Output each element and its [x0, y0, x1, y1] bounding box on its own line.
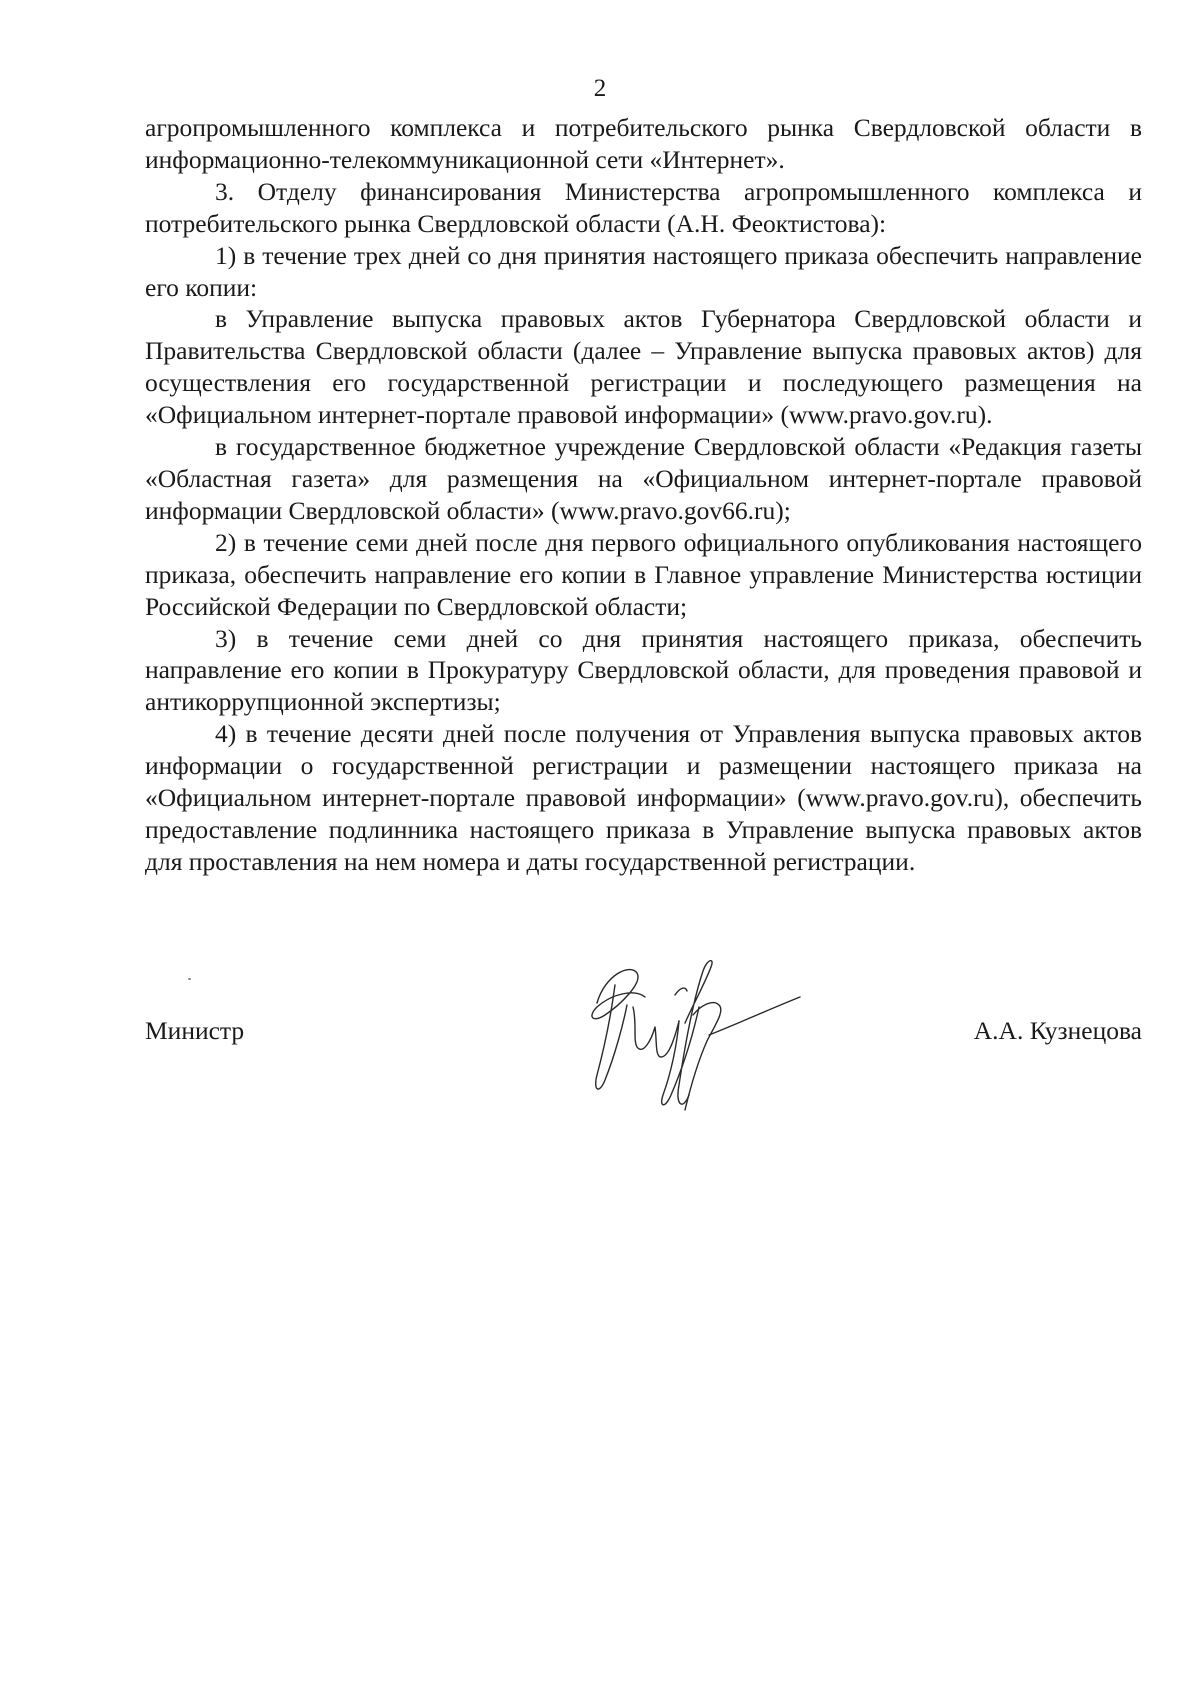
scan-speck: [188, 978, 191, 980]
page-number: 2: [593, 75, 607, 102]
paragraph-continuation: агропромышленного комплекса и потребительского рынка Свердловской области в информационно-телекоммуникационной сети «Интернет».: [145, 113, 1142, 174]
document-body: [145, 112, 1142, 878]
paragraph-item-3: 3. Отделу финансирования Министерства агропромышленного комплекса и потребительского рынка Свердловской области (А.Н. Феоктистова):: [145, 176, 1142, 238]
signature-block: [145, 1015, 1142, 1055]
signatory-name: А.А. Кузнецова: [973, 1016, 1142, 1045]
signatory-title: Министр: [145, 1016, 245, 1045]
paragraph-recipient-2: в государственное бюджетное учреждение Свердловской области «Редакция газеты «Областная газета» для размещения на «Официальном интернет-портале правовой информации Свердловской области» (www.pravo.gov66.ru);: [145, 432, 1142, 525]
paragraph-subitem-2: 2) в течение семи дней после дня первого официального опубликования настоящего приказа, обеспечить направление его копии в Главное управление Министерства юстиции Российской Федерации по Свердловской области;: [145, 527, 1142, 621]
paragraph-subitem-4: 4) в течение десяти дней после получения от Управления выпуска правовых актов информации о государственной регистрации и размещении настоящего приказа на «Официальном интернет-портале правовой информации» (www.pravo.gov.ru), обеспечить предоставление подлинника настоящего приказа в Управление выпуска правовых актов для проставления на нем номера и даты государственной регистрации.: [145, 719, 1142, 876]
paragraph-subitem-3: 3) в течение семи дней со дня принятия настоящего приказа, обеспечить направление его копии в Прокуратуру Свердловской области, для проведения правовой и антикоррупционной экспертизы;: [145, 623, 1142, 717]
paragraph-subitem-1: 1) в течение трех дней со дня принятия настоящего приказа обеспечить направление его копии:: [145, 240, 1142, 302]
paragraph-recipient-1: в Управление выпуска правовых актов Губернатора Свердловской области и Правительства Свердловской области (далее – Управление выпуска правовых актов) для осуществления его государственной регистрации и последующего размещения на «Официальном интернет-портале правовой информации» (www.pravo.gov.ru).: [145, 304, 1142, 430]
